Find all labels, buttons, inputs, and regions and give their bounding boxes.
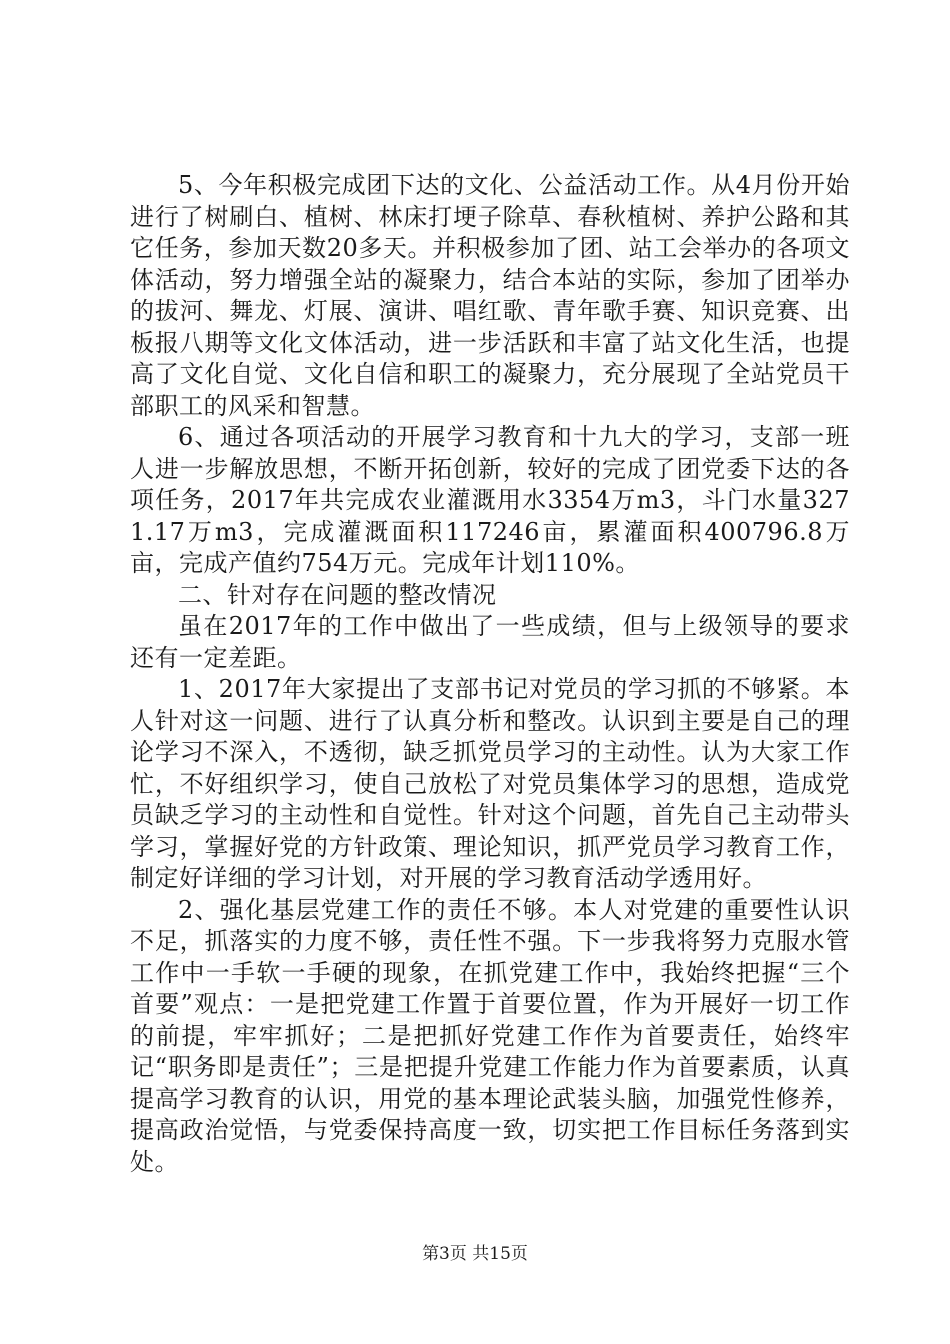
page-total: 共15页 xyxy=(472,1244,528,1264)
paragraph-item-5: 5、今年积极完成团下达的文化、公益活动工作。从4月份开始进行了树刷白、植树、林床打埂子除草、春秋植树、养护公路和其它任务，参加天数20多天。并积极参加了团、站工会举办的各项文体活动，努力增强全站的凝聚力，结合本站的实际，参加了团举办的拔河、舞龙、灯展、演讲、唱红歌、青年歌手赛、知识竞赛、出板报八期等文化文体活动，进一步活跃和丰富了站文化生活，也提高了文化自觉、文化自信和职工的凝聚力，充分展现了全站党员干部职工的风采和智慧。 xyxy=(130,171,850,420)
document-body xyxy=(130,170,850,1178)
paragraph-issue-1: 1、2017年大家提出了支部书记对党员的学习抓的不够紧。本人针对这一问题、进行了认真分析和整改。认识到主要是自己的理论学习不深入，不透彻，缺乏抓党员学习的主动性。认为大家工作忙，不好组织学习，使自己放松了对党员集体学习的思想，造成党员缺乏学习的主动性和自觉性。针对这个问题，首先自己主动带头学习，掌握好党的方针政策、理论知识，抓严党员学习教育工作，制定好详细的学习计划，对开展的学习教育活动学透用好。 xyxy=(130,675,850,892)
page-footer xyxy=(0,1243,950,1265)
paragraph-item-6: 6、通过各项活动的开展学习教育和十九大的学习，支部一班人进一步解放思想，不断开拓创新，较好的完成了团党委下达的各项任务，2017年共完成农业灌溉用水3354万m3，斗门水量3271.17万m3，完成灌溉面积117246亩，累灌面积400796.8万亩，完成产值约754万元。完成年计划110%。 xyxy=(130,423,850,577)
paragraph-intro: 虽在2017年的工作中做出了一些成绩，但与上级领导的要求还有一定差距。 xyxy=(130,612,850,672)
paragraph-issue-2: 2、强化基层党建工作的责任不够。本人对党建的重要性认识不足，抓落实的力度不够，责任性不强。下一步我将努力克服水管工作中一手软一手硬的现象，在抓党建工作中，我始终把握“三个首要”观点：一是把党建工作置于首要位置，作为开展好一切工作的前提，牢牢抓好；二是把抓好党建工作作为首要责任，始终牢记“职务即是责任”；三是把提升党建工作能力作为首要素质，认真提高学习教育的认识，用党的基本理论武装头脑，加强党性修养，提高政治觉悟，与党委保持高度一致，切实把工作目标任务落到实处。 xyxy=(130,895,850,1176)
page-number: 第3页 xyxy=(422,1244,467,1264)
section-heading: 二、针对存在问题的整改情况 xyxy=(178,580,497,609)
